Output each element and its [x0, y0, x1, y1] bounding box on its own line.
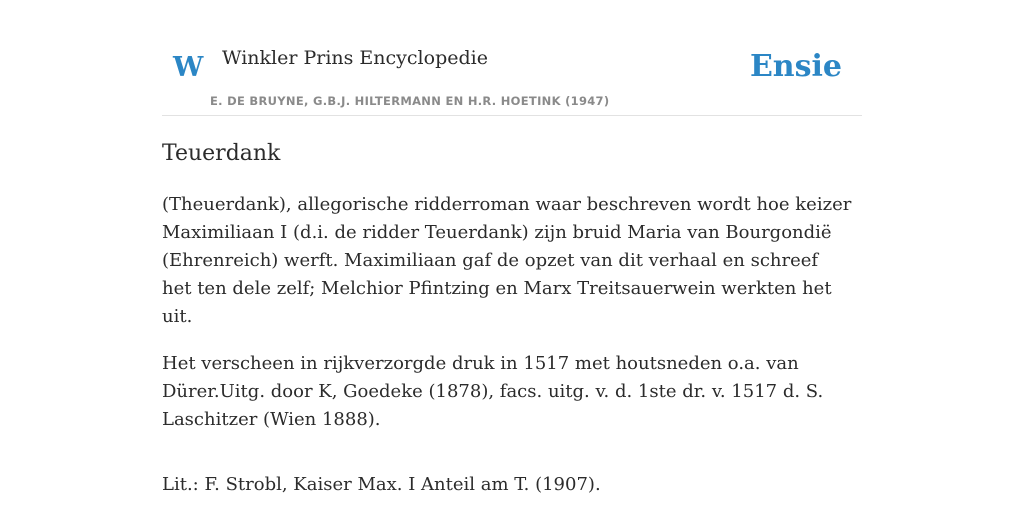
- article-body: [162, 140, 852, 512]
- encyclopedia-title-link[interactable]: Winkler Prins Encyclopedie: [222, 47, 488, 69]
- article-title: Teuerdank: [162, 141, 281, 166]
- ensie-logo-link[interactable]: Ensie: [749, 49, 842, 84]
- literature-reference: Lit.: F. Strobl, Kaiser Max. I Anteil am T. (1907).: [162, 473, 601, 495]
- site-header: [162, 30, 862, 116]
- winkler-prins-logo-icon[interactable]: W: [173, 52, 204, 83]
- article-paragraph: Het verscheen in rijkverzorgde druk in 1517 met houtsneden o.a. van Dürer.Uitg. door K, Goedeke (1878), facs. uitg. v. d. 1ste dr. v. 1517 d. S. Laschitzer (Wien 1888).: [162, 352, 824, 430]
- encyclopedia-authors: E. DE BRUYNE, G.B.J. HILTERMANN EN H.R. HOETINK (1947): [210, 94, 610, 108]
- article-paragraph: (Theuerdank), allegorische ridderroman waar beschreven wordt hoe keizer Maximiliaan I (d.i. de ridder Teuerdank) zijn bruid Maria van Bourgondië (Ehrenreich) werft. Maximiliaan gaf de opzet van dit verhaal en schreef het ten dele zelf; Melchior Pfintzing en Marx Treitsauerwein werkten het uit.: [162, 193, 852, 327]
